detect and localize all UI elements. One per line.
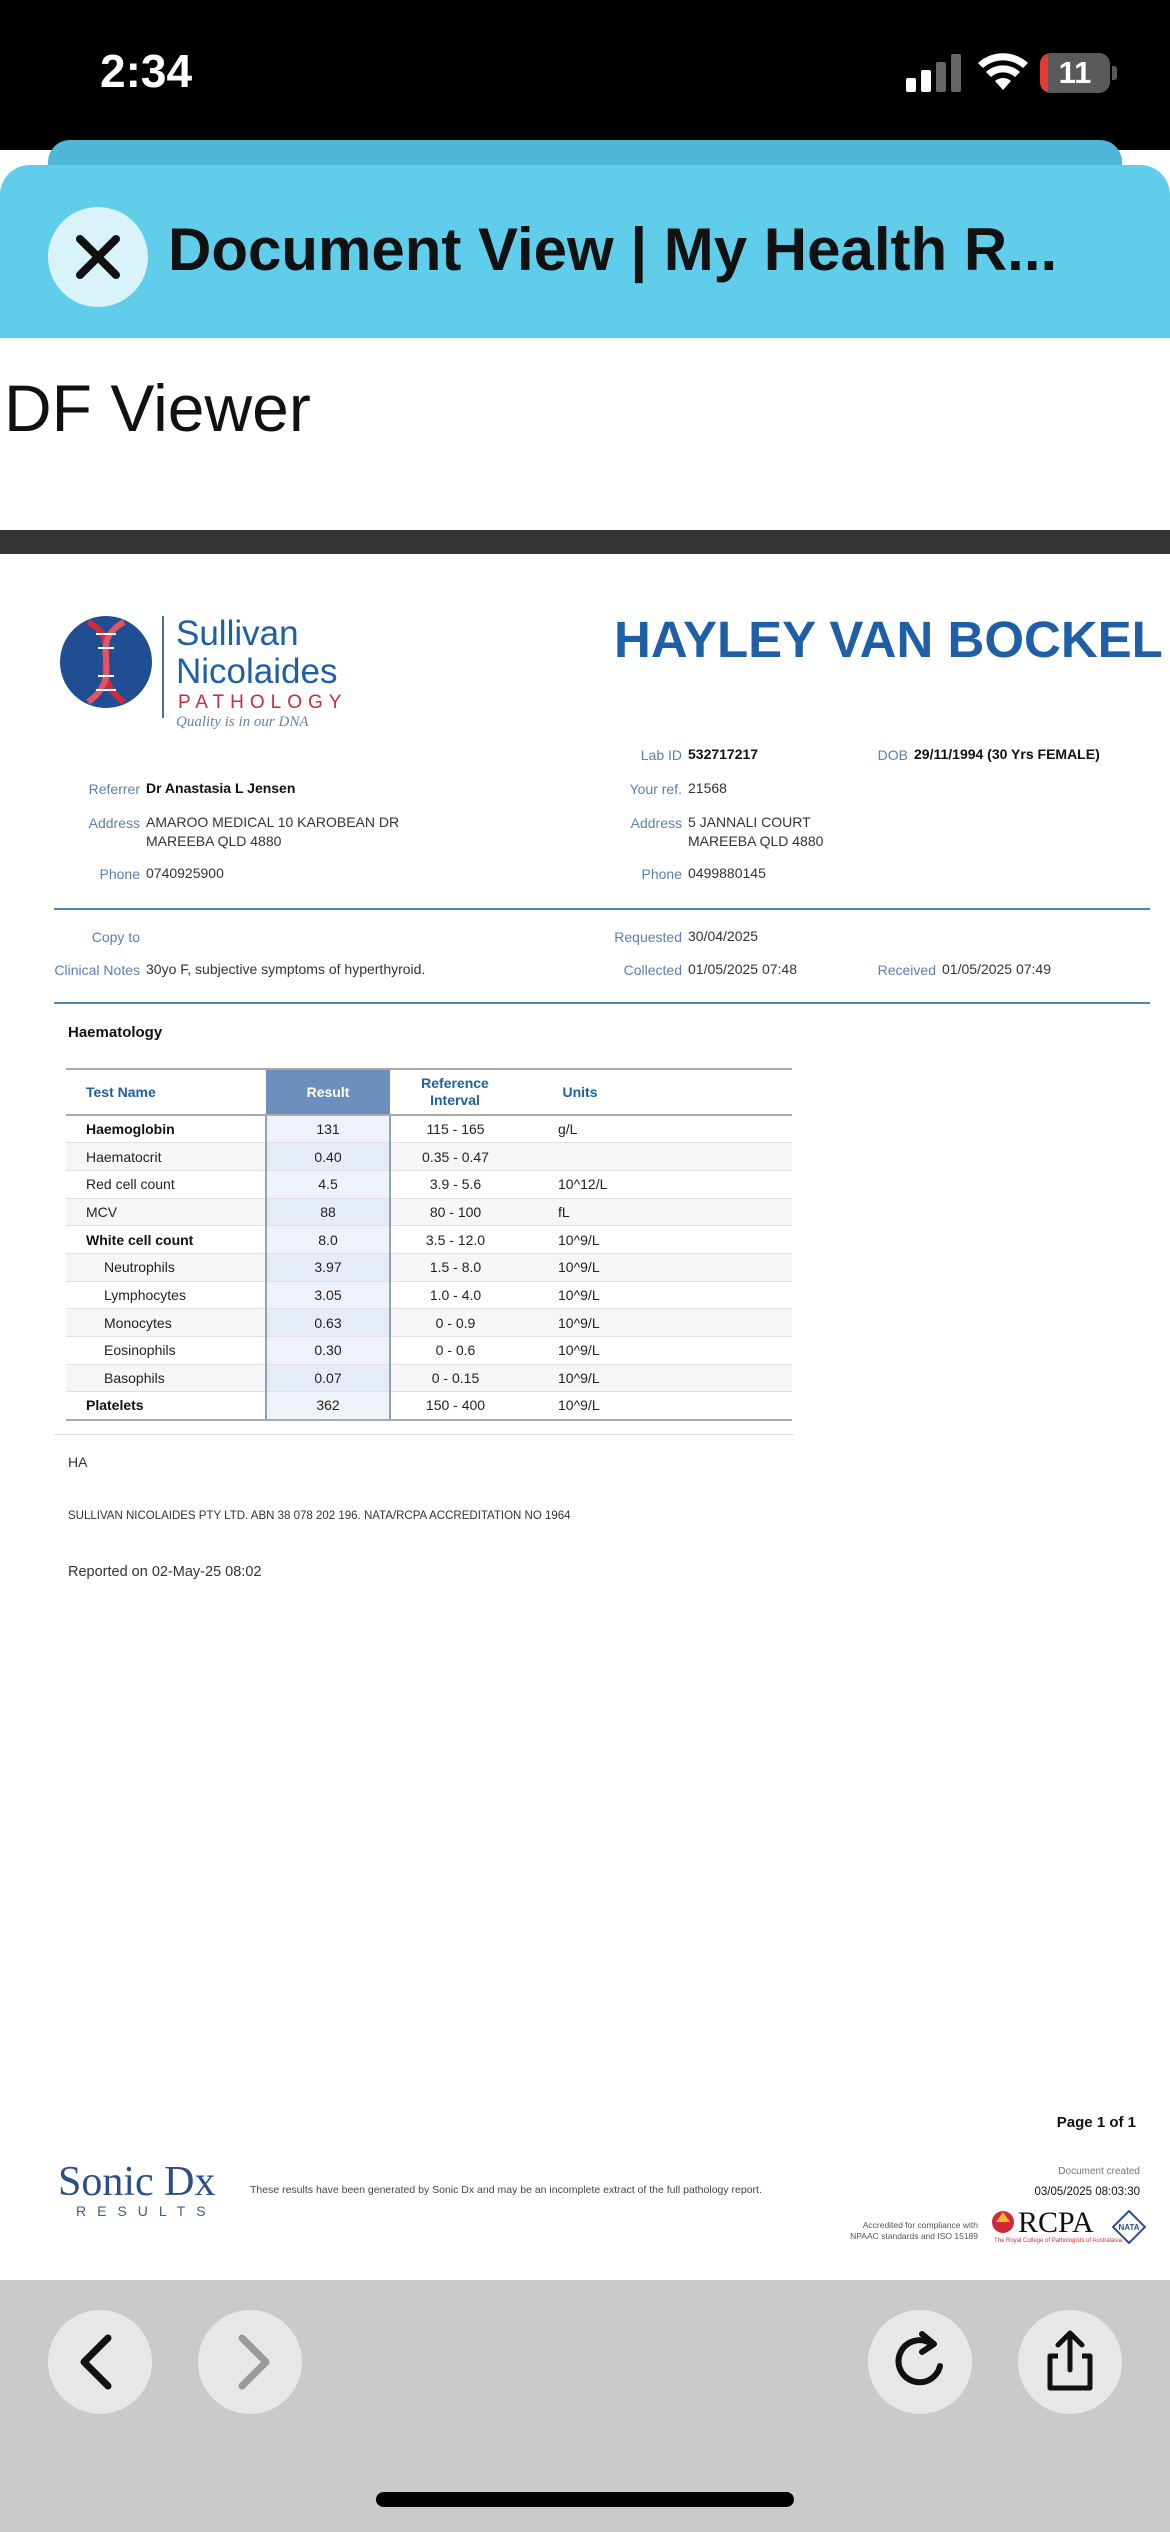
cellular-signal-icon bbox=[906, 52, 962, 92]
lab-id: 532717217 bbox=[688, 746, 759, 762]
nata-text: NATA bbox=[1118, 2223, 1140, 2232]
lab-name-line1: Sullivan bbox=[176, 614, 299, 653]
status-bar bbox=[0, 0, 1170, 150]
units-cell: 10^9/L bbox=[520, 1226, 640, 1254]
clinical-notes: 30yo F, subjective symptoms of hyperthyroid. bbox=[146, 961, 426, 977]
results-table bbox=[66, 1068, 792, 1421]
collected-label: Collected bbox=[623, 962, 682, 978]
row-spacer-cell bbox=[640, 1309, 792, 1337]
units-cell: fL bbox=[520, 1198, 640, 1226]
header-reference-line2: Interval bbox=[430, 1092, 480, 1108]
patient-address-line2: MAREEBA QLD 4880 bbox=[688, 833, 824, 849]
referrer-phone-label: Phone bbox=[99, 866, 140, 882]
chevron-left-icon bbox=[48, 2310, 152, 2414]
row-spacer-cell bbox=[640, 1392, 792, 1420]
reference-cell: 80 - 100 bbox=[390, 1198, 520, 1226]
table-row bbox=[66, 1309, 792, 1337]
ha-code: HA bbox=[68, 1454, 88, 1470]
patient-name: HAYLEY VAN BOCKEL bbox=[614, 611, 1163, 668]
npaac-accreditation bbox=[844, 2220, 978, 2242]
row-spacer-cell bbox=[640, 1253, 792, 1281]
table-row bbox=[66, 1364, 792, 1392]
result-cell: 3.05 bbox=[266, 1281, 390, 1309]
document-created-date: 03/05/2025 08:03:30 bbox=[1034, 2186, 1140, 2198]
units-cell: 10^12/L bbox=[520, 1170, 640, 1198]
reload-button[interactable] bbox=[868, 2310, 972, 2414]
battery-icon bbox=[1040, 53, 1110, 93]
referrer-address-line2: MAREEBA QLD 4880 bbox=[146, 833, 282, 849]
units-cell: 10^9/L bbox=[520, 1281, 640, 1309]
result-cell: 0.40 bbox=[266, 1143, 390, 1171]
rcpa-logo: RCPA bbox=[1018, 2206, 1094, 2239]
header-result: Result bbox=[266, 1069, 390, 1115]
patient-phone: 0499880145 bbox=[688, 865, 766, 881]
chevron-right-icon bbox=[198, 2310, 302, 2414]
close-icon bbox=[72, 231, 124, 283]
result-cell: 3.97 bbox=[266, 1253, 390, 1281]
row-spacer-cell bbox=[640, 1337, 792, 1365]
copy-to-label: Copy to bbox=[91, 929, 140, 945]
wifi-icon bbox=[978, 50, 1028, 92]
dna-logo-icon bbox=[58, 614, 154, 710]
share-icon bbox=[1018, 2310, 1122, 2414]
table-row bbox=[66, 1198, 792, 1226]
reference-cell: 115 - 165 bbox=[390, 1115, 520, 1143]
battery-cap bbox=[1112, 66, 1117, 80]
received-label: Received bbox=[877, 962, 936, 978]
units-cell: 10^9/L bbox=[520, 1309, 640, 1337]
table-row bbox=[66, 1392, 792, 1420]
result-cell: 0.63 bbox=[266, 1309, 390, 1337]
received-date: 01/05/2025 07:49 bbox=[942, 961, 1051, 977]
lab-name-line2: Nicolaides bbox=[176, 652, 338, 691]
reference-cell: 0.35 - 0.47 bbox=[390, 1143, 520, 1171]
npaac-line2: NPAAC standards and ISO 15189 bbox=[850, 2231, 978, 2241]
patient-phone-label: Phone bbox=[641, 866, 682, 882]
units-cell: 10^9/L bbox=[520, 1364, 640, 1392]
reference-cell: 0 - 0.6 bbox=[390, 1337, 520, 1365]
referrer-label: Referrer bbox=[88, 781, 140, 797]
accreditation-text: SULLIVAN NICOLAIDES PTY LTD. ABN 38 078 202 196. NATA/RCPA ACCREDITATION NO 1964 bbox=[68, 1510, 571, 1522]
home-indicator[interactable] bbox=[376, 2492, 794, 2507]
reference-cell: 1.0 - 4.0 bbox=[390, 1281, 520, 1309]
reference-cell: 0 - 0.9 bbox=[390, 1309, 520, 1337]
forward-button[interactable] bbox=[198, 2310, 302, 2414]
test-name-cell: Red cell count bbox=[66, 1170, 266, 1198]
your-ref-label: Your ref. bbox=[629, 781, 682, 797]
table-row bbox=[66, 1115, 792, 1143]
section-rule bbox=[54, 1002, 1150, 1004]
rcpa-crest-icon bbox=[990, 2206, 1016, 2236]
referrer-phone: 0740925900 bbox=[146, 865, 224, 881]
result-cell: 362 bbox=[266, 1392, 390, 1420]
reference-cell: 150 - 400 bbox=[390, 1392, 520, 1420]
reported-on: Reported on 02-May-25 08:02 bbox=[68, 1564, 262, 1580]
test-name-cell: Neutrophils bbox=[66, 1253, 266, 1281]
sheet-title: Document View | My Health R... bbox=[168, 216, 1058, 283]
sonic-dx-logo: Sonic Dx bbox=[58, 2159, 216, 2205]
row-spacer-cell bbox=[640, 1364, 792, 1392]
result-cell: 0.30 bbox=[266, 1337, 390, 1365]
units-cell: 10^9/L bbox=[520, 1337, 640, 1365]
result-cell: 8.0 bbox=[266, 1226, 390, 1254]
table-row bbox=[66, 1143, 792, 1171]
back-button[interactable] bbox=[48, 2310, 152, 2414]
patient-address-label: Address bbox=[630, 815, 682, 831]
dob-label: DOB bbox=[877, 747, 908, 763]
lab-id-label: Lab ID bbox=[640, 747, 682, 763]
header-reference-line1: Reference bbox=[421, 1075, 489, 1091]
section-rule bbox=[54, 908, 1150, 910]
logo-divider bbox=[162, 616, 164, 718]
test-name-cell: Eosinophils bbox=[66, 1337, 266, 1365]
reference-cell: 3.5 - 12.0 bbox=[390, 1226, 520, 1254]
section-heading: Haematology bbox=[68, 1024, 163, 1041]
units-cell: 10^9/L bbox=[520, 1253, 640, 1281]
table-row bbox=[66, 1281, 792, 1309]
sheet-header bbox=[0, 165, 1170, 338]
test-name-cell: Basophils bbox=[66, 1364, 266, 1392]
referrer: Dr Anastasia L Jensen bbox=[146, 780, 296, 796]
test-name-cell: White cell count bbox=[66, 1226, 266, 1254]
test-name-cell: Monocytes bbox=[66, 1309, 266, 1337]
row-spacer-cell bbox=[640, 1226, 792, 1254]
your-ref: 21568 bbox=[688, 780, 727, 796]
result-cell: 88 bbox=[266, 1198, 390, 1226]
test-name-cell: MCV bbox=[66, 1198, 266, 1226]
viewer-title: DF Viewer bbox=[4, 371, 311, 445]
viewer-toolbar-divider bbox=[0, 530, 1170, 554]
result-cell: 131 bbox=[266, 1115, 390, 1143]
close-button[interactable] bbox=[48, 207, 148, 307]
table-header-row bbox=[66, 1069, 792, 1115]
test-name-cell: Platelets bbox=[66, 1392, 266, 1420]
header-reference bbox=[390, 1069, 520, 1115]
requested-label: Requested bbox=[614, 929, 682, 945]
row-spacer-cell bbox=[640, 1281, 792, 1309]
result-cell: 4.5 bbox=[266, 1170, 390, 1198]
reference-cell: 3.9 - 5.6 bbox=[390, 1170, 520, 1198]
result-cell: 0.07 bbox=[266, 1364, 390, 1392]
row-spacer-cell bbox=[640, 1115, 792, 1143]
pdf-page[interactable] bbox=[0, 554, 1170, 2280]
table-row bbox=[66, 1253, 792, 1281]
header-spacer bbox=[640, 1069, 792, 1115]
share-button[interactable] bbox=[1018, 2310, 1122, 2414]
row-spacer-cell bbox=[640, 1143, 792, 1171]
units-cell: 10^9/L bbox=[520, 1392, 640, 1420]
nata-logo-icon bbox=[1112, 2210, 1146, 2244]
test-name-cell: Haemoglobin bbox=[66, 1115, 266, 1143]
npaac-line1: Accredited for compliance with bbox=[862, 2220, 978, 2230]
battery-percent: 11 bbox=[1058, 55, 1092, 90]
collected-date: 01/05/2025 07:48 bbox=[688, 961, 797, 977]
row-spacer-cell bbox=[640, 1198, 792, 1226]
dob: 29/11/1994 (30 Yrs FEMALE) bbox=[914, 746, 1100, 762]
header-units: Units bbox=[520, 1069, 640, 1115]
test-name-cell: Lymphocytes bbox=[66, 1281, 266, 1309]
row-spacer-cell bbox=[640, 1170, 792, 1198]
clinical-notes-label: Clinical Notes bbox=[54, 962, 140, 978]
lab-tagline: Quality is in our DNA bbox=[176, 714, 309, 730]
reference-cell: 0 - 0.15 bbox=[390, 1364, 520, 1392]
lab-name-line3: PATHOLOGY bbox=[178, 692, 348, 713]
document-created-label: Document created bbox=[1058, 2166, 1140, 2177]
requested-date: 30/04/2025 bbox=[688, 928, 759, 944]
table-row bbox=[66, 1170, 792, 1198]
table-row bbox=[66, 1337, 792, 1365]
patient-address-line1: 5 JANNALI COURT bbox=[688, 814, 811, 830]
table-row bbox=[66, 1226, 792, 1254]
units-cell: g/L bbox=[520, 1115, 640, 1143]
reference-cell: 1.5 - 8.0 bbox=[390, 1253, 520, 1281]
status-time: 2:34 bbox=[100, 45, 193, 97]
page-number: Page 1 of 1 bbox=[1056, 2114, 1136, 2131]
sonic-dx-subtitle: RESULTS bbox=[76, 2203, 217, 2219]
referrer-address-line1: AMAROO MEDICAL 10 KAROBEAN DR bbox=[146, 814, 400, 830]
units-cell bbox=[520, 1143, 640, 1171]
referrer-address-label: Address bbox=[88, 815, 140, 831]
header-test-name: Test Name bbox=[66, 1069, 266, 1115]
rcpa-subtitle: The Royal College of Pathologists of Australasia bbox=[994, 2238, 1123, 2244]
reload-icon bbox=[868, 2310, 972, 2414]
test-name-cell: Haematocrit bbox=[66, 1143, 266, 1171]
table-footer-rule bbox=[54, 1434, 794, 1435]
footer-disclaimer: These results have been generated by Sonic Dx and may be an incomplete extract of the full pathology report. bbox=[250, 2184, 762, 2196]
